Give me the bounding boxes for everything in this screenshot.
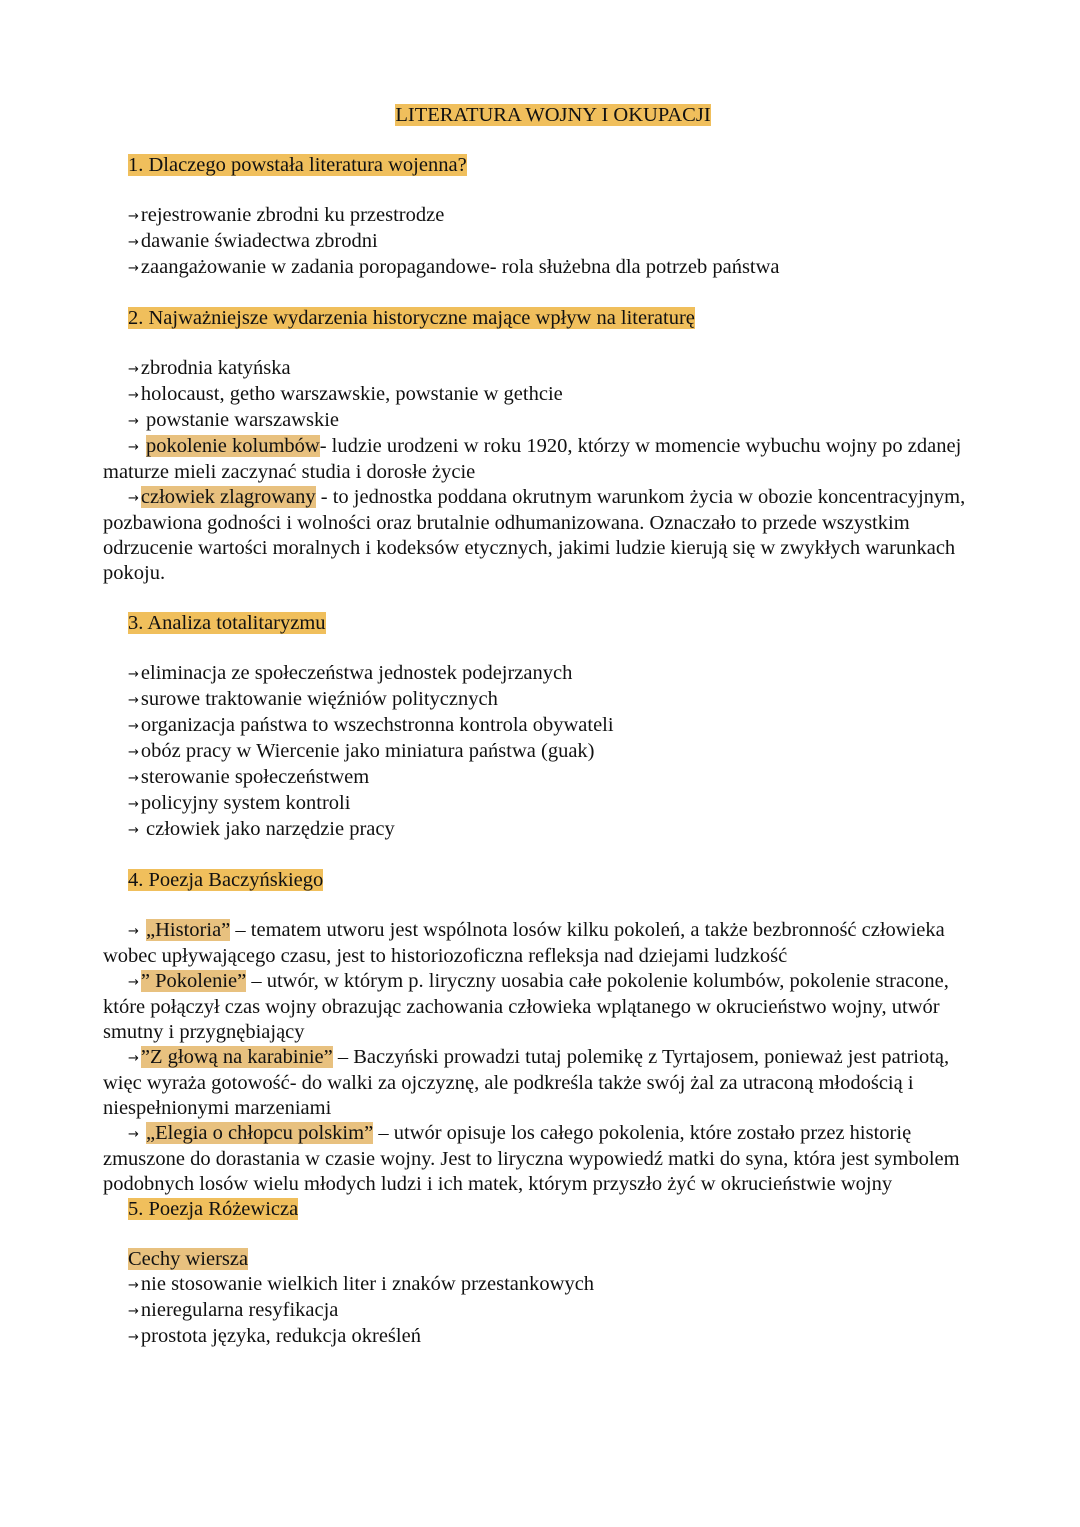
section-2-heading-text: 2. Najważniejsze wydarzenia historyczne mające wpływ na literaturę <box>128 307 695 329</box>
list-item-text: organizacja państwa to wszechstronna kontrola obywateli <box>140 714 614 736</box>
document-title-row <box>103 103 983 128</box>
arrow-icon: → <box>128 235 139 250</box>
definition-text: - to jednostka poddana okrutnym warunkom życia w obozie koncentracyjnym, pozbawiona godności i wolności oraz brutalnie odhumanizowana. Oznaczało to przede wszystkim odrzucenie wartości moralnych i kodeksów etycznych, jakimi ludzie kierują się w zwykłych warunkach pokoju. <box>103 486 966 584</box>
arrow-icon: → <box>128 745 139 760</box>
arrow-icon: → <box>128 1330 139 1345</box>
list-item-text: rejestrowanie zbrodni ku przestrodze <box>140 204 445 226</box>
arrow-icon: → <box>128 1304 139 1319</box>
list-item <box>103 765 983 791</box>
definition-text: – utwór opisuje los całego pokolenia, które zostało przez historię zmuszone do dorastania w czasie wojny. Jest to liryczna wypowiedź matki do syna, która jest symbolem podobnych losów wielu młodych ludzi i ich matek, którym przyszło żyć w okrucieństwie wojny <box>103 1122 960 1195</box>
section-4-heading-text: 4. Poezja Baczyńskiego <box>128 869 324 891</box>
arrow-icon: → <box>128 362 139 377</box>
list-item-text: surowe traktowanie więźniów politycznych <box>140 688 498 710</box>
list-item <box>103 791 983 817</box>
list-item <box>103 356 983 382</box>
arrow-icon: → <box>128 693 139 708</box>
definition-text: - ludzie urodzeni w roku 1920, którzy w momencie wybuchu wojny po zdanej maturze mieli zaczynać studia i dorosłe życie <box>103 435 962 483</box>
list-item-text: prostota języka, redukcja określeń <box>140 1325 421 1347</box>
definition-item <box>103 485 983 586</box>
highlighted-term: „Elegia o chłopcu polskim” <box>146 1122 374 1144</box>
list-item-text: holocaust, getho warszawskie, powstanie w gethcie <box>140 383 563 405</box>
list-item-text: obóz pracy w Wiercenie jako miniatura państwa (guak) <box>140 740 595 762</box>
list-item-text: nie stosowanie wielkich liter i znaków przestankowych <box>140 1273 595 1295</box>
definition-item <box>103 918 983 969</box>
definition-item <box>103 1045 983 1121</box>
section-4-heading <box>128 868 983 893</box>
list-item-text: policyjny system kontroli <box>140 792 351 814</box>
highlighted-term: „Historia” <box>146 919 231 941</box>
arrow-icon: → <box>128 1278 139 1293</box>
arrow-icon: → <box>128 414 139 429</box>
arrow-icon: → <box>128 440 139 455</box>
list-item <box>103 687 983 713</box>
list-item-text: dawanie świadectwa zbrodni <box>140 230 378 252</box>
definition-text: – tematem utworu jest wspólnota losów kilku pokoleń, a także bezbronność człowieka wobec upływającego czasu, jest to historiozoficzna refleksja nad dziejami ludzkość <box>103 919 945 967</box>
arrow-icon: → <box>128 261 139 276</box>
arrow-icon: → <box>128 209 139 224</box>
document-page <box>103 103 983 1350</box>
document-title: LITERATURA WOJNY I OKUPACJI <box>395 104 711 126</box>
highlighted-term: pokolenie kolumbów <box>146 435 320 457</box>
highlighted-term: ” Pokolenie” <box>140 970 247 992</box>
arrow-icon: → <box>128 771 139 786</box>
list-item <box>103 661 983 687</box>
arrow-icon: → <box>128 667 139 682</box>
list-item <box>103 1298 983 1324</box>
arrow-icon: → <box>128 1127 139 1142</box>
list-item <box>103 408 983 434</box>
arrow-icon: → <box>128 924 139 939</box>
arrow-icon: → <box>128 388 139 403</box>
definition-item <box>103 969 983 1045</box>
section-2-heading <box>128 306 983 331</box>
list-item <box>103 382 983 408</box>
list-item-text: człowiek jako narzędzie pracy <box>140 818 395 840</box>
arrow-icon: → <box>128 1051 139 1066</box>
definition-text: – Baczyński prowadzi tutaj polemikę z Tyrtajosem, ponieważ jest patriotą, więc wyraża gotowość- do walki za ojczyznę, ale podkreśla także swój żal za utraconą młodością i niespełnionymi marzeniami <box>103 1046 950 1119</box>
list-item <box>103 713 983 739</box>
arrow-icon: → <box>128 975 139 990</box>
section-5-heading-text: 5. Poezja Różewicza <box>128 1198 299 1220</box>
list-item <box>103 229 983 255</box>
section-3-heading-text: 3. Analiza totalitaryzmu <box>128 612 326 634</box>
arrow-icon: → <box>128 719 139 734</box>
list-item-text: eliminacja ze społeczeństwa jednostek podejrzanych <box>140 662 573 684</box>
list-item <box>103 739 983 765</box>
list-item <box>103 203 983 229</box>
list-item-text: zbrodnia katyńska <box>140 357 291 379</box>
subheading-text: Cechy wiersza <box>128 1248 249 1270</box>
list-item <box>103 1324 983 1350</box>
arrow-icon: → <box>128 823 139 838</box>
highlighted-term: ”Z głową na karabinie” <box>140 1046 333 1068</box>
list-item-text: powstanie warszawskie <box>140 409 340 431</box>
list-item-text: nieregularna resyfikacja <box>140 1299 339 1321</box>
section-3-heading <box>128 611 983 636</box>
section-5-heading <box>128 1197 983 1222</box>
list-item <box>103 1272 983 1298</box>
arrow-icon: → <box>128 797 139 812</box>
list-item-text: zaangażowanie w zadania poropagandowe- rola służebna dla potrzeb państwa <box>140 256 780 278</box>
list-item <box>103 255 983 281</box>
definition-text: – utwór, w którym p. liryczny uosabia całe pokolenie kolumbów, pokolenie stracone, które połączył czas wojny obrazując zachowania człowieka wplątanego w okrucieństwo wojny, utwór smutny i przygnębiający <box>103 970 949 1043</box>
section-1-heading-text: 1. Dlaczego powstała literatura wojenna? <box>128 154 467 176</box>
arrow-icon: → <box>128 491 139 506</box>
definition-item <box>103 1121 983 1197</box>
list-item <box>103 817 983 843</box>
highlighted-term: człowiek zlagrowany <box>140 486 316 508</box>
section-1-heading <box>128 153 983 178</box>
list-item-text: sterowanie społeczeństwem <box>140 766 370 788</box>
subheading-cechy-wiersza <box>128 1247 983 1272</box>
definition-item <box>103 434 983 485</box>
